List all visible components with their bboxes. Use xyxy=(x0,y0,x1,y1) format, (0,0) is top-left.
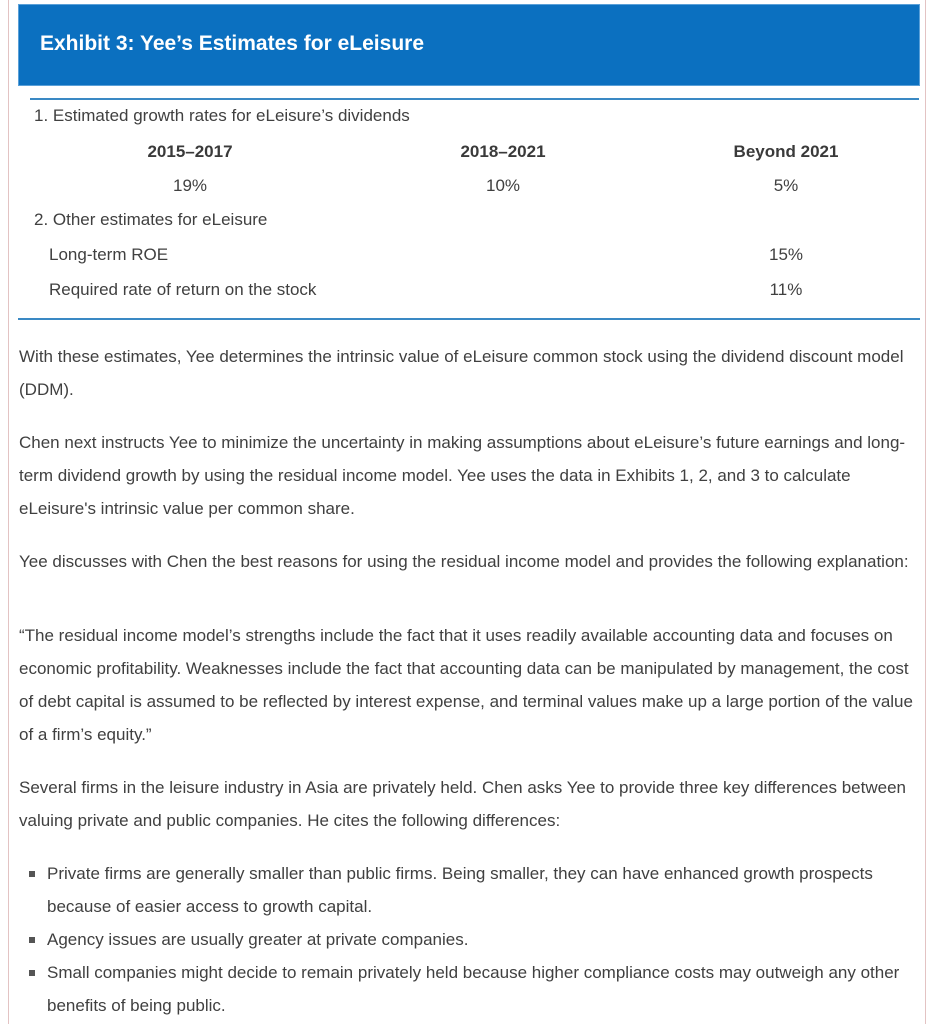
square-bullet-icon xyxy=(29,937,35,943)
list-item-text: Small companies might decide to remain privately held because higher compliance costs may outweigh any other benefits of being public. xyxy=(47,963,900,1015)
exhibit-header xyxy=(18,4,920,86)
exhibit-top-rule xyxy=(30,98,919,100)
growth-column-header: 2018–2021 xyxy=(460,142,546,161)
estimate-value: 11% xyxy=(769,280,803,299)
growth-rate-value: 5% xyxy=(773,176,799,195)
growth-rate-value: 10% xyxy=(485,176,521,195)
list-item xyxy=(19,857,919,923)
paragraph-private-firms: Several firms in the leisure industry in Asia are privately held. Chen asks Yee to provide three key differences between valuing private and public companies. He cites the following differences: xyxy=(19,778,907,830)
list-item-text: Private firms are generally smaller than public firms. Being smaller, they can have enhanced growth prospects because of easier access to growth capital. xyxy=(47,864,873,916)
section1-heading: 1. Estimated growth rates for eLeisure’s dividends xyxy=(34,106,410,125)
growth-column-header: Beyond 2021 xyxy=(733,142,839,161)
differences-list xyxy=(19,857,919,1022)
exhibit-title: Exhibit 3: Yee’s Estimates for eLeisure xyxy=(40,32,424,55)
quote-paragraph: “The residual income model’s strengths include the fact that it uses readily available accounting data and focuses on economic profitability. Weaknesses include the fact that accounting data can be manipulated by management, the cost of debt capital is assumed to be reflected by interest expense, and terminal values make up a large portion of the value of a firm’s equity.” xyxy=(19,626,913,744)
paragraph-discussion: Yee discusses with Chen the best reasons for using the residual income model and provides the following explanation: xyxy=(19,552,909,571)
section2-heading: 2. Other estimates for eLeisure xyxy=(34,210,268,229)
estimate-label: Required rate of return on the stock xyxy=(49,280,317,299)
square-bullet-icon xyxy=(29,871,35,877)
list-item xyxy=(19,923,919,956)
square-bullet-icon xyxy=(29,970,35,976)
estimate-value: 15% xyxy=(768,245,804,264)
paragraph-ddm: With these estimates, Yee determines the intrinsic value of eLeisure common stock using the dividend discount model (DDM). xyxy=(19,347,904,399)
list-item-text: Agency issues are usually greater at private companies. xyxy=(47,930,469,949)
estimate-label: Long-term ROE xyxy=(49,245,169,264)
growth-rate-value: 19% xyxy=(172,176,208,195)
exhibit-bottom-rule xyxy=(18,318,920,320)
paragraph-residual-income: Chen next instructs Yee to minimize the uncertainty in making assumptions about eLeisure’s future earnings and long-term dividend growth by using the residual income model. Yee uses the data in Exhibits 1, 2, and 3 to calculate eLeisure's intrinsic value per common share. xyxy=(19,433,906,518)
growth-column-header: 2015–2017 xyxy=(147,142,233,161)
list-item xyxy=(19,956,919,1022)
